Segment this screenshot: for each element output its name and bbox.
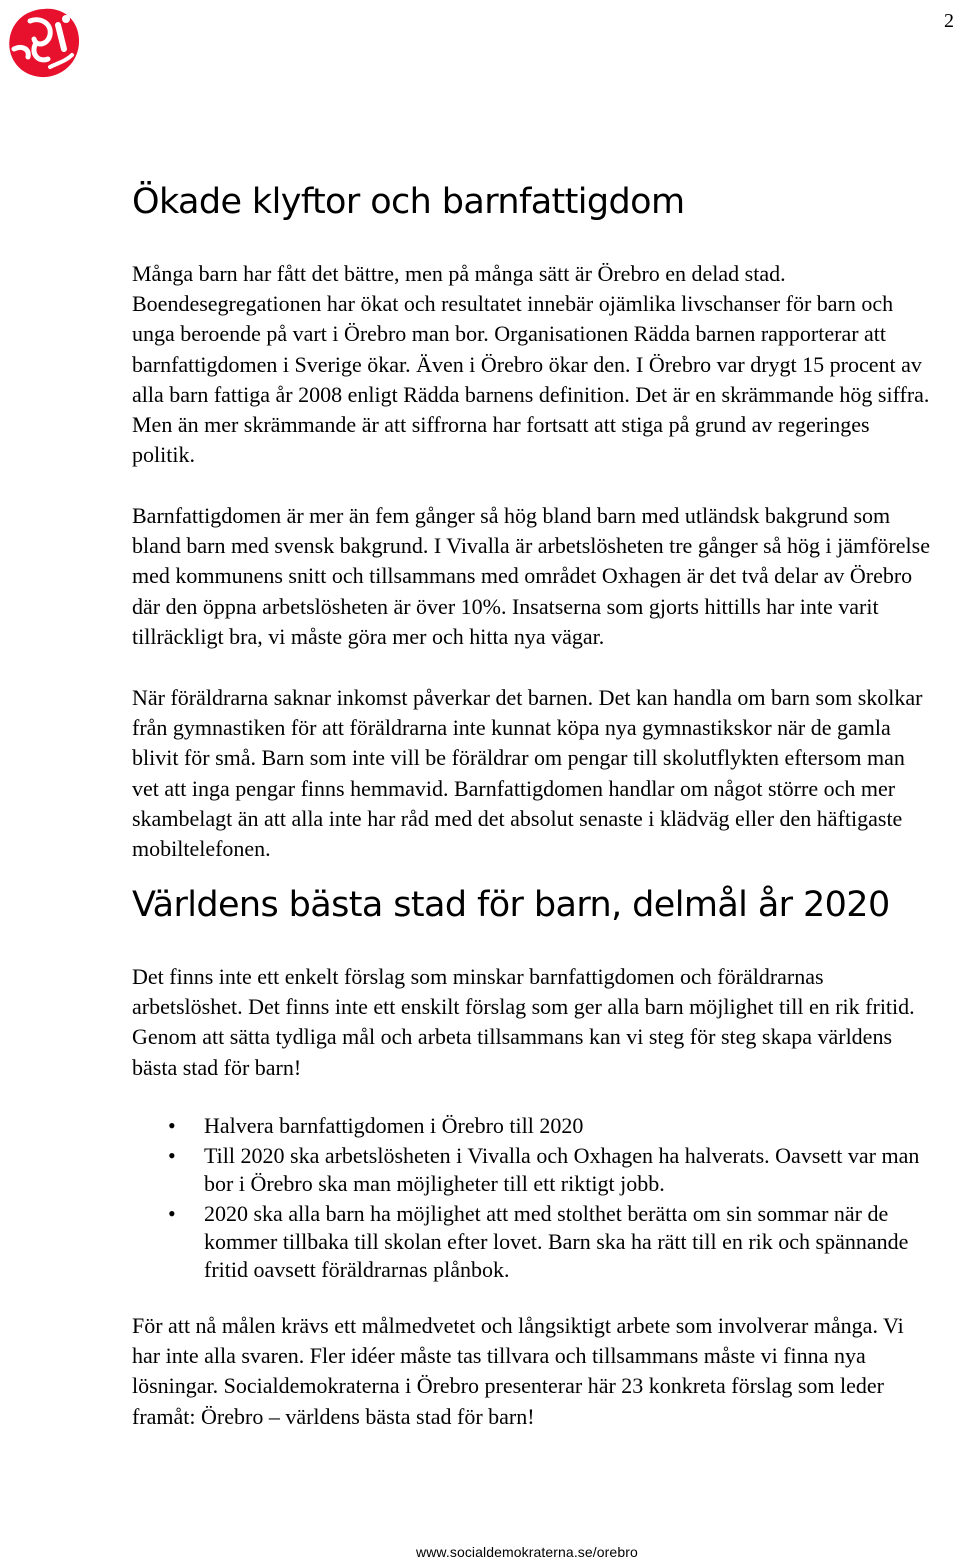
list-item: • Halvera barnfattigdomen i Örebro till 2020 [132,1112,932,1140]
paragraph: Det finns inte ett enkelt förslag som minskar barnfattigdomen och föräldrarnas arbetslöshet. Det finns inte ett enskilt förslag som ger alla barn möjlighet till en rik fritid. Genom att sätta tydliga mål och arbeta tillsammans kan vi steg för steg skapa världens bästa stad för barn! [132,964,915,1080]
section-heading: Världens bästa stad för barn, delmål år 2020 [132,885,890,925]
section-heading: Ökade klyftor och barnfattigdom [132,182,685,222]
footer-url: www.socialdemokraterna.se/orebro [416,1544,638,1560]
goal-list [132,1112,932,1286]
list-item: • 2020 ska alla barn ha möjlighet att med stolthet berätta om sin sommar när de kommer tillbaka till skolan efter lovet. Barn ska ha rätt till en rik och spännande fritid oavsett föräldrarnas plånbok. [132,1200,932,1284]
paragraph: För att nå målen krävs ett målmedvetet och långsiktigt arbete som involverar många. Vi har inte alla svaren. Fler idéer måste tas tillvara och tillsammans måste vi finna nya lösningar. Socialdemokraterna i Örebro presenterar här 23 konkreta förslag som leder framåt: Örebro – världens bästa stad för barn! [132,1313,904,1429]
paragraph: Barnfattigdomen är mer än fem gånger så hög bland barn med utländsk bakgrund som bland barn med svensk bakgrund. I Vivalla är arbetslösheten tre gånger så hög i jämförelse med kommunens snitt och tillsammans med området Oxhagen är det två delar av Örebro där den öppna arbetslösheten är över 10%. Insatserna som gjorts hittills har inte varit tillräckligt bra, vi måste göra mer och hitta nya vägar. [132,503,930,649]
list-item: • Till 2020 ska arbetslösheten i Vivalla och Oxhagen ha halverats. Oavsett var man bor i Örebro ska man möjligheter till ett riktigt jobb. [132,1142,932,1198]
paragraph: När föräldrarna saknar inkomst påverkar det barnen. Det kan handla om barn som skolkar från gymnastiken för att föräldrarna inte kunnat köpa nya gymnastikskor när de gamla blivit för små. Barn som inte vill be föräldrar om pengar till skolutflykten eftersom man vet att inga pengar finns hemmavid. Barnfattigdomen handlar om något större och mer skambelagt än att alla inte har råd med det absolut senaste i klädväg eller den häftigaste mobiltelefonen. [132,685,923,862]
paragraph: Många barn har fått det bättre, men på många sätt är Örebro en delad stad. Boendesegregationen har ökat och resultatet innebär ojämlika livschanser för barn och unga beroende på vart i Örebro man bor. Organisationen Rädda barnen rapporterar att barnfattigdomen i Sverige ökar. Även i Örebro ökar den. I Örebro var drygt 15 procent av alla barn fattiga år 2008 enligt Rädda barnens definition. Det är en skrämmande hög siffra. Men än mer skrämmande är att siffrorna har fortsatt att stiga på grund av regeringes politik. [132,261,930,468]
rose-logo-icon [6,5,82,81]
page-number: 2 [944,10,954,32]
